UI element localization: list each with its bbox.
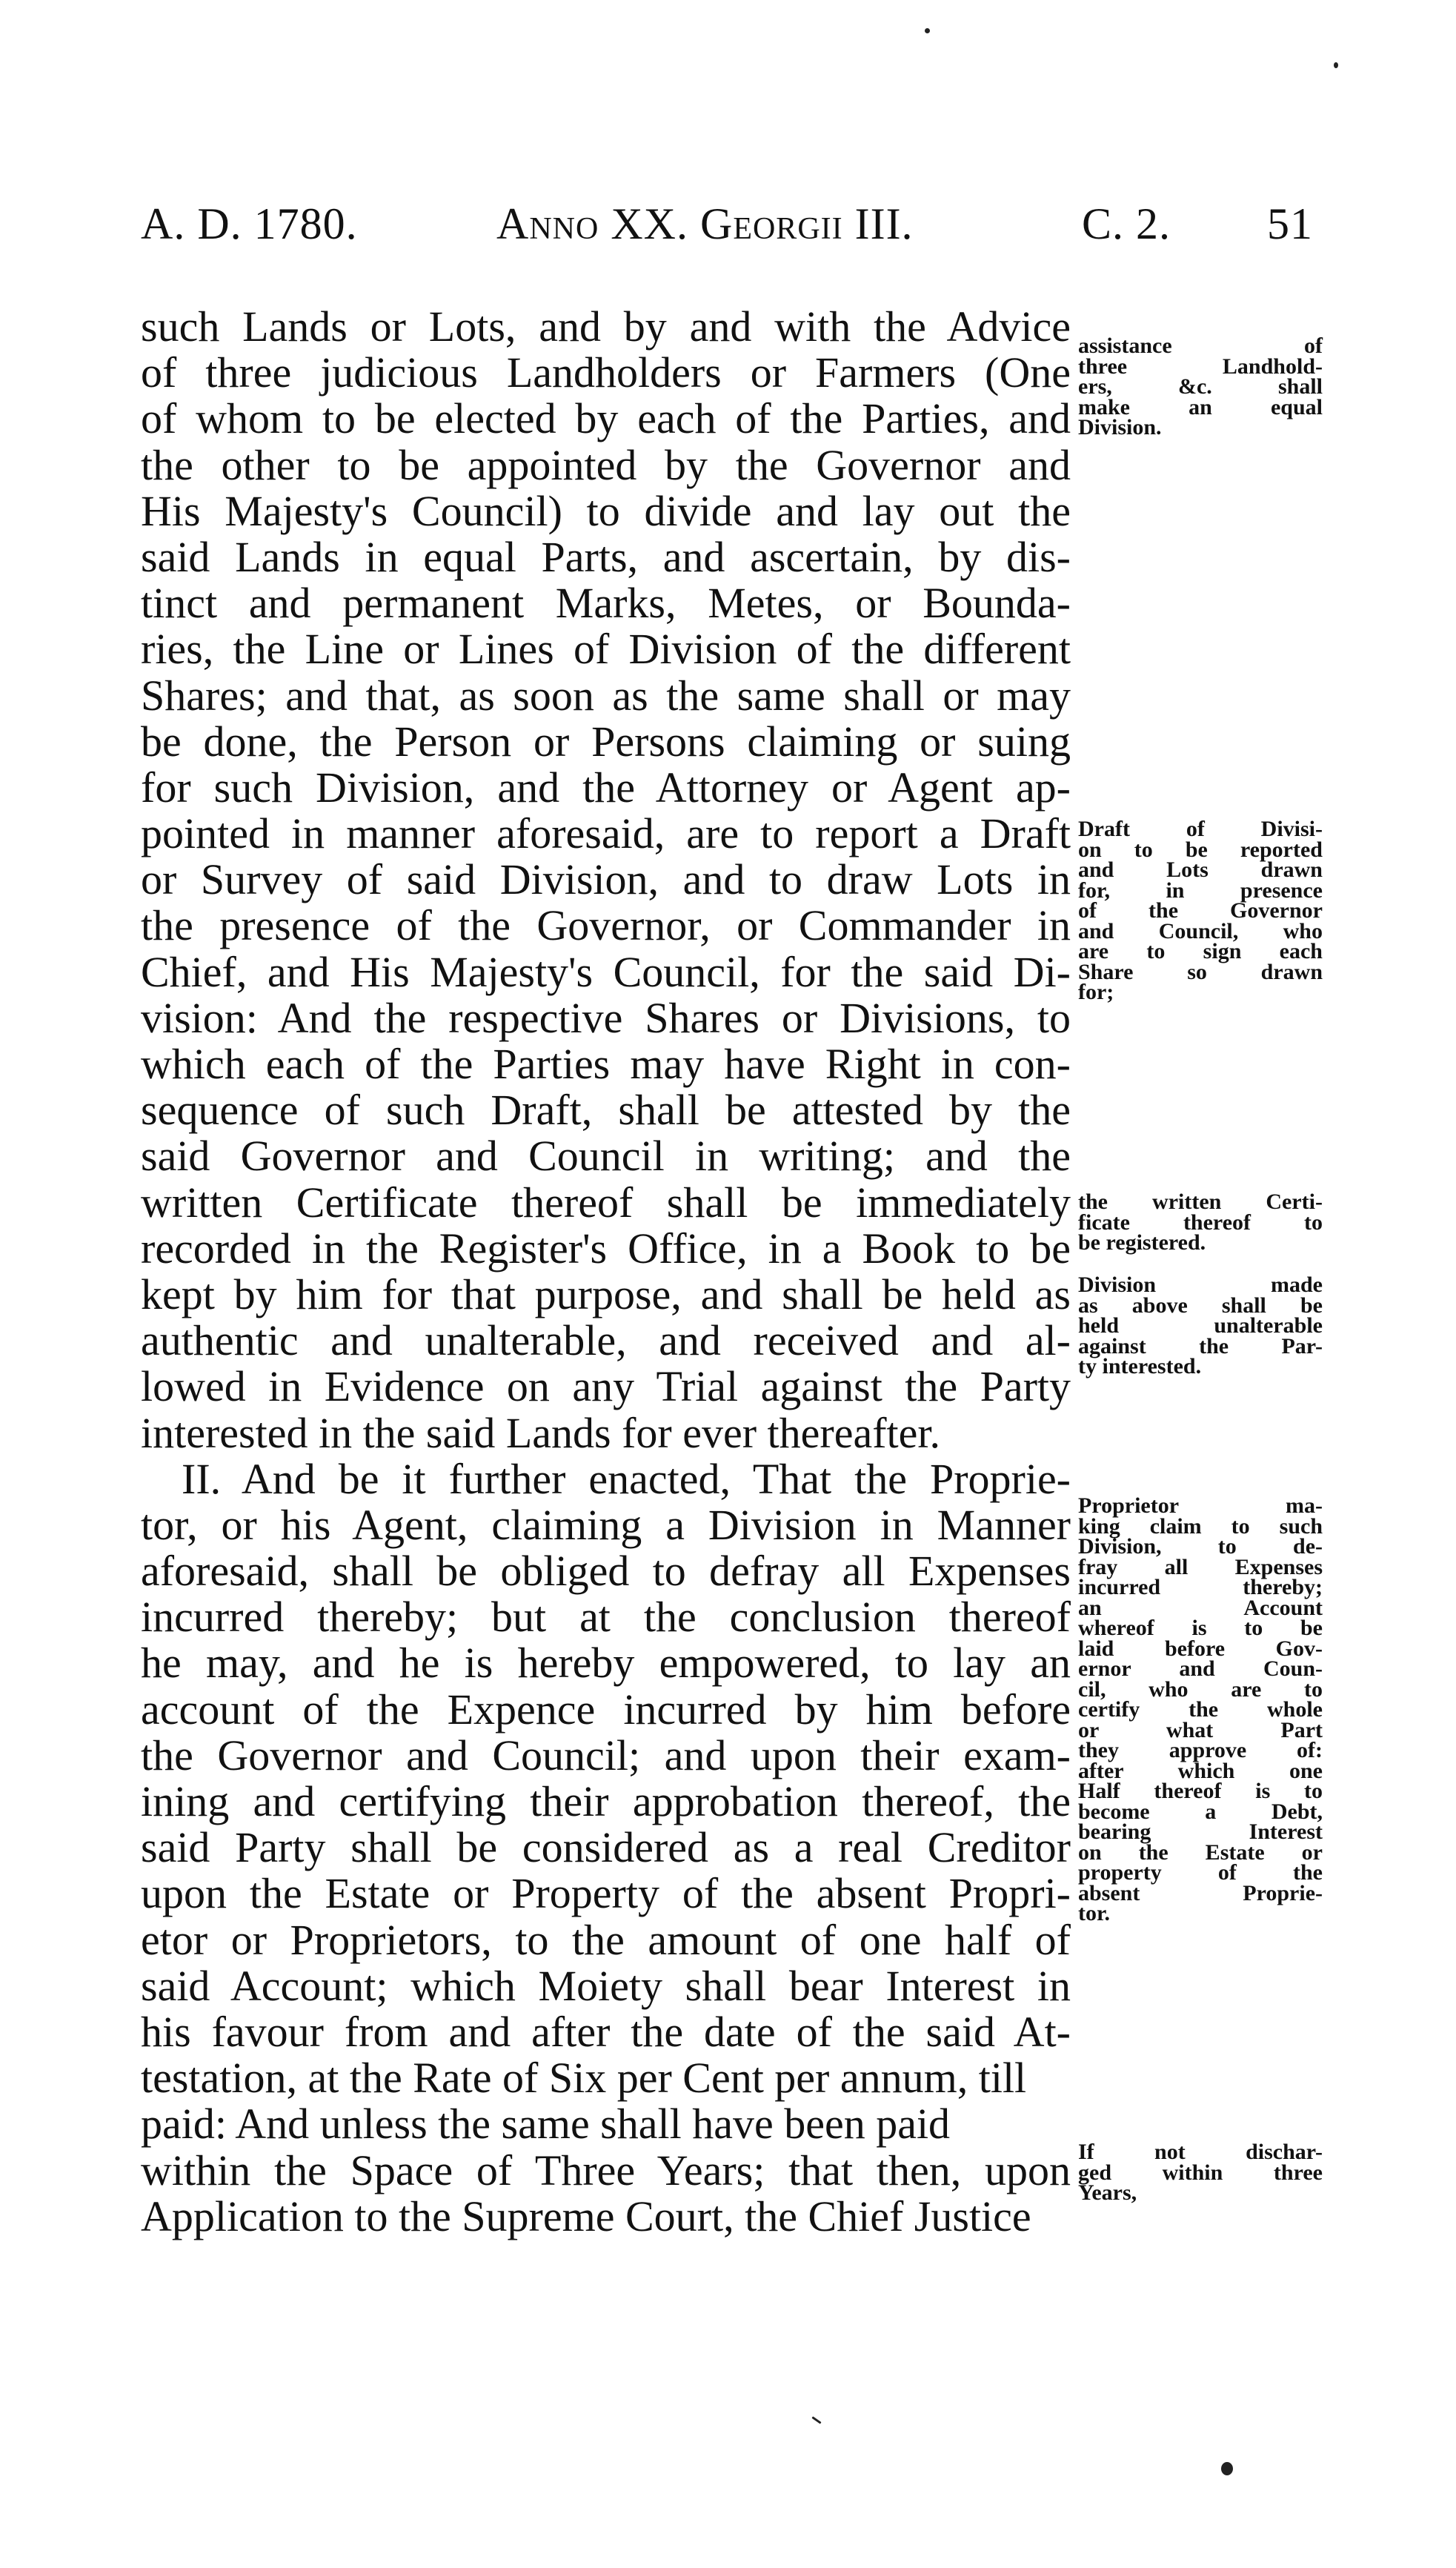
margin-note-unalterable: [1078, 1275, 1323, 1377]
margin-note-line: be registered.: [1078, 1230, 1206, 1255]
body-line: sequence of such Draft, shall be attested by the: [141, 1086, 1071, 1135]
body-line: said Governor and Council in writing; and the: [141, 1132, 1071, 1181]
margin-note-line: Share so drawn: [1078, 959, 1323, 984]
body-line: His Majesty's Council) to divide and lay out the: [141, 486, 1071, 535]
margin-note-line: on to be reported: [1078, 837, 1323, 862]
body-line: his favour from and after the date of the said At-: [141, 2007, 1071, 2056]
margin-note-line: are to sign each: [1078, 939, 1323, 963]
ink-speck-bottom: [1221, 2462, 1233, 2475]
body-line: which each of the Parties may have Right in con-: [141, 1040, 1071, 1088]
body-line: he may, and he is hereby empowered, to lay an: [141, 1639, 1071, 1688]
margin-note-expenses: [1078, 1493, 1323, 1925]
margin-note-line: bearing Interest: [1078, 1819, 1323, 1844]
margin-note-line: they approve of:: [1078, 1738, 1323, 1762]
margin-note-line: laid before Gov-: [1078, 1636, 1323, 1661]
margin-note-line: make an equal: [1078, 394, 1323, 419]
margin-note-line: If not dischar-: [1078, 2140, 1323, 2164]
body-line: the Governor and Council; and upon their exam-: [141, 1731, 1071, 1779]
body-line: upon the Estate or Property of the absent Propri-: [141, 1869, 1071, 1918]
body-line: II. And be it further enacted, That the Proprie-: [182, 1454, 1071, 1503]
ink-speck-top: [925, 28, 930, 33]
body-line: paid: And unless the same shall have been paid: [141, 2100, 951, 2149]
margin-note-line: property of the: [1078, 1860, 1323, 1885]
margin-note-line: Years,: [1078, 2180, 1137, 2205]
body-line: recorded in the Register's Office, in a Book to be: [141, 1224, 1071, 1273]
margin-note-line: ers, &c. shall: [1078, 374, 1323, 399]
margin-note-line: Half thereof is to: [1078, 1779, 1323, 1803]
margin-note-line: of the Governor: [1078, 898, 1323, 923]
running-header: [141, 199, 1319, 258]
body-line: etor or Proprietors, to the amount of one half of: [141, 1915, 1071, 1964]
body-line: interested in the said Lands for ever thereafter.: [141, 1408, 940, 1457]
margin-note-line: after which one: [1078, 1758, 1323, 1783]
margin-note-line: Proprietor ma-: [1078, 1493, 1323, 1518]
body-line: within the Space of Three Years; that then, upon: [141, 2146, 1071, 2194]
margin-note-line: fray all Expenses: [1078, 1554, 1323, 1579]
body-line: tor, or his Agent, claiming a Division in Manner: [141, 1500, 1071, 1549]
margin-note-line: on the Estate or: [1078, 1839, 1323, 1865]
margin-note-line: tor.: [1078, 1901, 1111, 1925]
body-line: testation, at the Rate of Six per Cent per annum, till: [141, 2054, 1027, 2103]
body-line: aforesaid, shall be obliged to defray all Expenses: [141, 1547, 1071, 1596]
margin-note-line: for;: [1078, 980, 1114, 1004]
margin-note-line: for, in presence: [1078, 877, 1323, 903]
header-chapter: C. 2.: [1082, 199, 1171, 248]
body-text: [141, 304, 1071, 2240]
ink-tick-bottom: [811, 2416, 821, 2423]
header-year: A. D. 1780.: [141, 199, 358, 248]
body-line: tinct and permanent Marks, Metes, or Bounda-: [141, 579, 1071, 628]
body-line: Shares; and that, as soon as the same shall or may: [141, 671, 1071, 720]
body-line: vision: And the respective Shares or Divisions, to: [141, 993, 1071, 1042]
body-line: said Account; which Moiety shall bear Interest in: [141, 1961, 1071, 2010]
margin-note-line: Division made: [1078, 1273, 1323, 1297]
margin-note-division: [1078, 336, 1323, 438]
body-line: authentic and unalterable, and received and al-: [141, 1316, 1071, 1365]
margin-note-line: incurred thereby;: [1078, 1575, 1323, 1599]
body-line: written Certificate thereof shall be immediately: [141, 1178, 1071, 1227]
body-line: kept by him for that purpose, and shall be held as: [141, 1270, 1071, 1318]
margin-note-line: ernor and Coun-: [1078, 1656, 1323, 1681]
margin-note-line: against the Par-: [1078, 1333, 1323, 1358]
margin-note-line: Draft of Divisi-: [1078, 817, 1323, 841]
margin-note-line: certify the whole: [1078, 1697, 1323, 1722]
margin-note-line: or what Part: [1078, 1717, 1323, 1742]
margin-note-line: ged within three: [1078, 2160, 1323, 2185]
body-line: Chief, and His Majesty's Council, for the said Di-: [141, 947, 1071, 996]
margin-note-line: and Council, who: [1078, 918, 1323, 943]
margin-note-line: Division, to de-: [1078, 1534, 1323, 1559]
body-line: the presence of the Governor, or Commander in: [141, 901, 1071, 950]
body-line: of whom to be elected by each of the Parties, and: [141, 394, 1071, 443]
body-line: said Lands in equal Parts, and ascertain, by dis-: [141, 532, 1071, 581]
margin-note-line: absent Proprie-: [1078, 1880, 1323, 1905]
body-line: the other to be appointed by the Governor and: [141, 440, 1071, 489]
margin-note-line: ficate thereof to: [1078, 1210, 1323, 1235]
margin-note-line: king claim to such: [1078, 1513, 1323, 1539]
body-line: such Lands or Lots, and by and with the Advice: [141, 302, 1071, 351]
margin-note-draft: [1078, 819, 1323, 1003]
margin-note-line: cil, who are to: [1078, 1676, 1323, 1702]
margin-note-discharge: [1078, 2142, 1323, 2203]
body-line: said Party shall be considered as a real Creditor: [141, 1823, 1071, 1872]
margin-note-line: held unalterable: [1078, 1313, 1323, 1338]
margin-note-line: whereof is to be: [1078, 1616, 1323, 1640]
margin-note-line: an Account: [1078, 1595, 1323, 1620]
body-line: be done, the Person or Persons claiming or suing: [141, 717, 1071, 766]
body-line: account of the Expence incurred by him before: [141, 1685, 1071, 1733]
body-line: of three judicious Landholders or Farmers (One: [141, 348, 1071, 397]
margin-note-line: as above shall be: [1078, 1293, 1323, 1318]
margin-note-line: Division.: [1078, 415, 1162, 439]
margin-note-line: assistance of: [1078, 334, 1323, 358]
body-line: or Survey of said Division, and to draw Lots in: [141, 855, 1071, 904]
margin-note-line: three Landhold-: [1078, 354, 1323, 379]
margin-note-line: and Lots drawn: [1078, 857, 1323, 882]
margin-note-certificate: [1078, 1192, 1323, 1253]
margin-note-line: ty interested.: [1078, 1354, 1202, 1378]
body-line: Application to the Supreme Court, the Chief Justice: [141, 2192, 1031, 2240]
body-line: for such Division, and the Attorney or Agent ap-: [141, 763, 1071, 812]
page-number: 51: [1267, 199, 1313, 248]
body-line: lowed in Evidence on any Trial against the Party: [141, 1362, 1071, 1411]
header-regnal-year: Anno XX. Georgii III.: [496, 199, 914, 248]
body-line: incurred thereby; but at the conclusion thereof: [141, 1593, 1071, 1642]
body-line: pointed in manner aforesaid, are to report a Draft: [141, 809, 1071, 858]
margin-note-line: become a Debt,: [1078, 1799, 1323, 1824]
margin-note-line: the written Certi-: [1078, 1190, 1323, 1214]
ink-speck-top-right: [1334, 62, 1338, 68]
body-line: ries, the Line or Lines of Division of the different: [141, 625, 1071, 674]
body-line: ining and certifying their approbation thereof, the: [141, 1777, 1071, 1825]
